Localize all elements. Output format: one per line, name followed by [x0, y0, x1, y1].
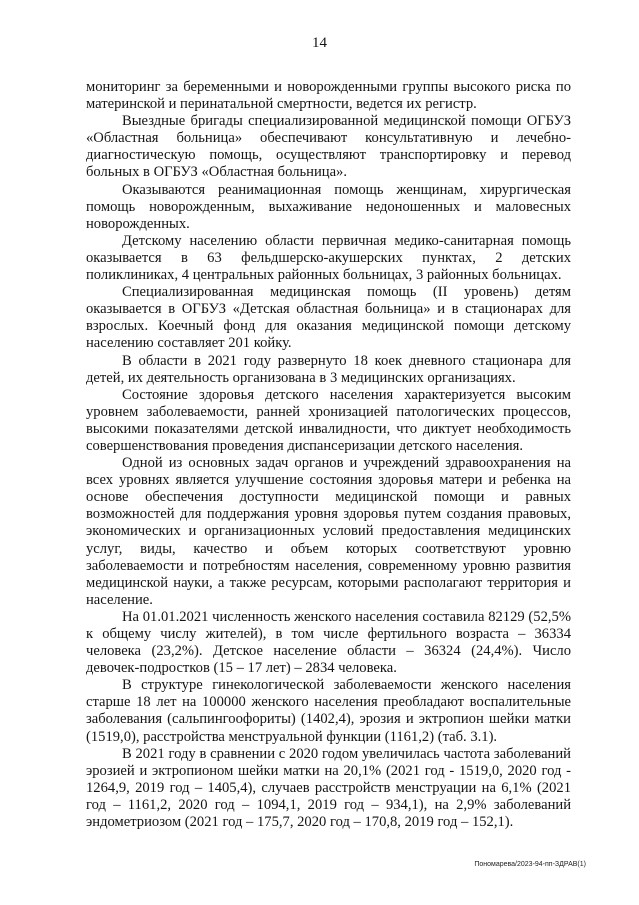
paragraph-primary-care-children: Детскому населению области первичная медико-санитарная помощь оказывается в 63 фельдшерско-акушерских пунктах, 2 детских поликлиниках, 4 центральных районных больницах, 3 районных больницах.: [86, 232, 571, 284]
page-number: 14: [312, 35, 327, 51]
paragraph-gynecological-structure: В структуре гинекологической заболеваемости женского населения старше 18 лет на 100000 женского населения преобладают воспалительные заболевания (сальпингоофориты) (1402,4), эрозия и эктропион шейки матки (1519,0), расстройства менструальной функции (1161,2) (таб. 3.1).: [86, 677, 571, 745]
paragraph-main-tasks: Одной из основных задач органов и учреждений здравоохранения на всех уровнях является улучшение состояния здоровья матери и ребенка на основе обеспечения доступности медицинской помощи и равных возможностей для поддержания уровня здоровья путем создания правовых, экономических и организационных условий предоставления медицинских услуг, виды, качество и объем которых соответствуют уровню заболеваемости и потребностям населения, современному уровню развития медицинской науки, а также ресурсам, которыми располагают территория и население.: [86, 455, 571, 608]
paragraph-child-health-status: Состояние здоровья детского населения характеризуется высоким уровнем заболеваемости, ранней хронизацией патологических процессов, высокими показателями детской инвалидности, что диктует необходимость совершенствования проведения диспансеризации детского населения.: [86, 386, 571, 454]
body-text: [86, 79, 571, 831]
paragraph-day-hospital: В области в 2021 году развернуто 18 коек дневного стационара для детей, их деятельность организована в 3 медицинских организациях.: [86, 352, 571, 386]
paragraph-mobile-teams: Выездные бригады специализированной медицинской помощи ОГБУЗ «Областная больница» обеспечивают консультативную и лечебно-диагностическую помощь, осуществляют транспортировку и перевод больных в ОГБУЗ «Областная больница».: [86, 113, 571, 181]
paragraph-resuscitation: Оказываются реанимационная помощь женщинам, хирургическая помощь новорожденным, выхаживание недоношенных и маловесных новорожденных.: [86, 181, 571, 232]
paragraph-disease-dynamics: В 2021 году в сравнении с 2020 годом увеличилась частота заболеваний эрозией и эктропионом шейки матки на 20,1% (2021 год - 1519,0, 2020 год - 1264,9, 2019 год – 1405,4), случаев расстройств менструации на 6,1% (2021 год – 1161,2, 2020 год – 1094,1, 2019 год – 934,1), на 2,9% заболеваний эндометриозом (2021 год – 175,7, 2020 год – 170,8, 2019 год – 152,1).: [86, 745, 571, 831]
paragraph-specialized-care-children: Специализированная медицинская помощь (II уровень) детям оказывается в ОГБУЗ «Детская областная больница» и в стационарах для взрослых. Коечный фонд для оказания медицинской помощи детскому населению составляет 201 койку.: [86, 284, 571, 352]
document-footer-id: Пономарева/2023-94-пп-ЗДРАВ(1): [474, 861, 586, 868]
paragraph-female-population: На 01.01.2021 численность женского населения составила 82129 (52,5% к общему числу жителей), в том числе фертильного возраста – 36334 человека (23,2%). Детское население области – 36324 (24,4%). Число девочек-подростков (15 – 17 лет) – 2834 человека.: [86, 608, 571, 677]
paragraph-monitoring-continuation: мониторинг за беременными и новорожденными группы высокого риска по материнской и перинатальной смертности, ведется их регистр.: [86, 79, 571, 113]
